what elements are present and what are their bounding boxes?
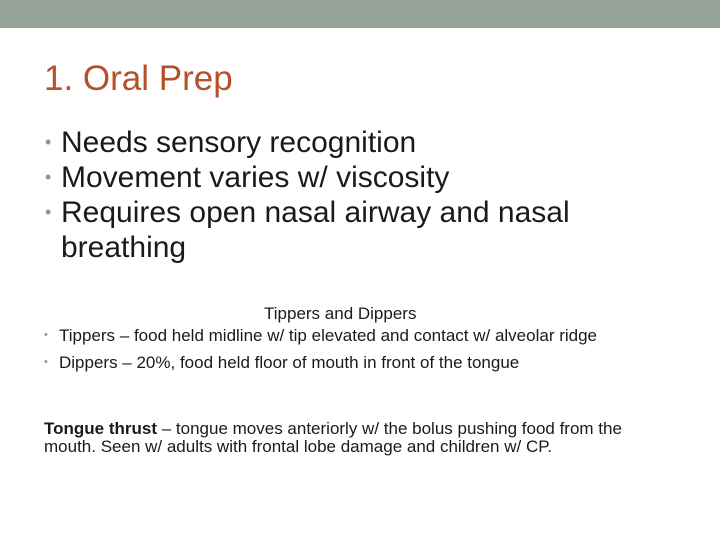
bullet-icon: • <box>44 329 48 341</box>
bullet-text: Requires open nasal airway and nasal breathing <box>61 196 570 264</box>
bullet-text: Needs sensory recognition <box>61 126 417 159</box>
sub-bullet-list <box>44 327 664 381</box>
note-text: – tongue moves anteriorly w/ the bolus pushing food from the mouth. Seen w/ adults with frontal lobe damage and children w/ CP. <box>44 419 622 456</box>
bullet-item <box>44 125 684 160</box>
slide-title: 1. Oral Prep <box>44 59 233 98</box>
bullet-icon: • <box>45 202 52 222</box>
bullet-icon: • <box>44 356 48 368</box>
bullet-icon: • <box>45 132 52 152</box>
tongue-thrust-note <box>44 420 674 456</box>
sub-bullet-item <box>44 327 664 344</box>
main-bullet-list <box>44 125 684 265</box>
sub-bullet-text: Tippers – food held midline w/ tip elevated and contact w/ alveolar ridge <box>59 326 598 345</box>
sub-bullet-item <box>44 354 664 371</box>
sub-bullet-text: Dippers – 20%, food held floor of mouth in front of the tongue <box>59 353 520 372</box>
note-term: Tongue thrust <box>44 419 157 438</box>
bullet-item <box>44 195 684 265</box>
bullet-item <box>44 160 684 195</box>
section-heading: Tippers and Dippers <box>264 304 417 323</box>
bullet-icon: • <box>45 167 52 187</box>
bullet-text: Movement varies w/ viscosity <box>61 161 450 194</box>
top-accent-bar <box>0 0 720 28</box>
